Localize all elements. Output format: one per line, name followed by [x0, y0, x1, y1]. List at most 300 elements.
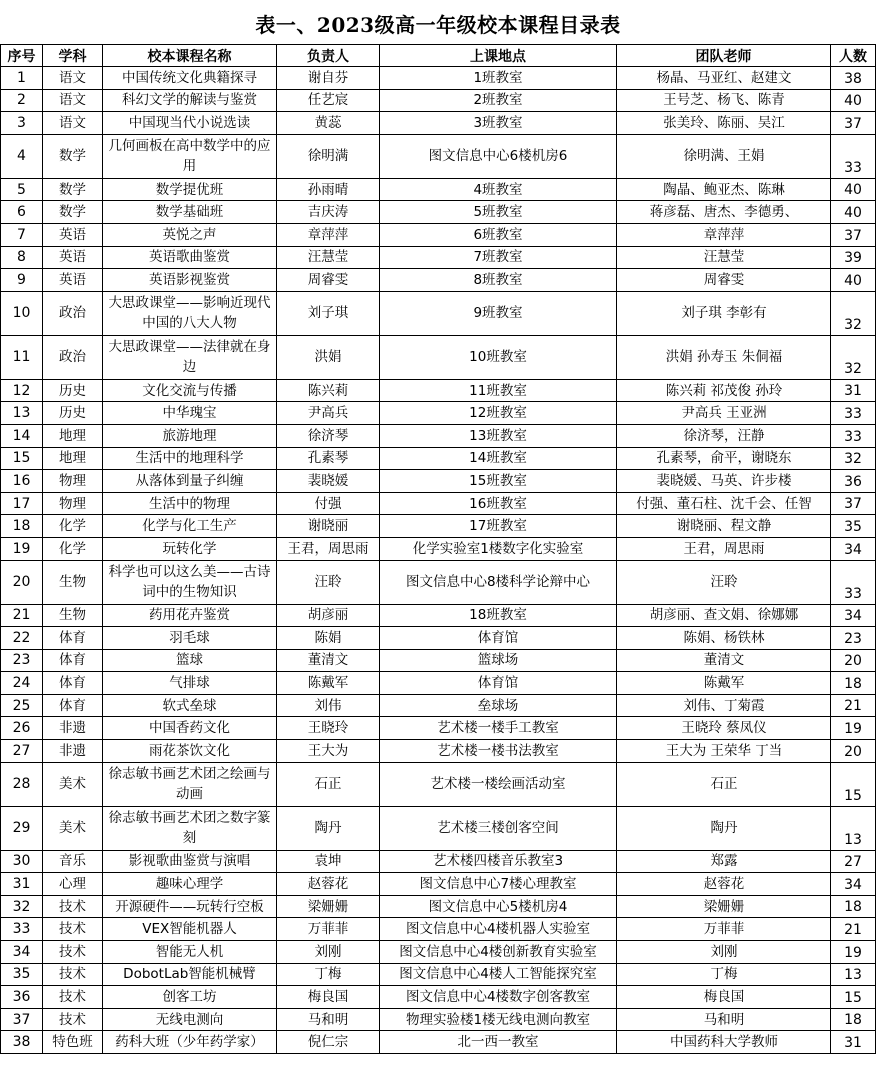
cell-index: 22 [1, 627, 43, 650]
cell-team: 洪娟 孙寿玉 朱侗福 [617, 335, 831, 379]
cell-team: 陈娟、杨铁林 [617, 627, 831, 650]
cell-index: 21 [1, 604, 43, 627]
cell-subject: 语文 [43, 112, 103, 135]
table-row [1, 447, 876, 470]
cell-index: 33 [1, 918, 43, 941]
cell-location: 艺术楼三楼创客空间 [380, 806, 617, 850]
header-row [1, 45, 876, 67]
cell-index: 26 [1, 717, 43, 740]
cell-location: 9班教室 [380, 291, 617, 335]
cell-location: 10班教室 [380, 335, 617, 379]
cell-count: 40 [831, 269, 876, 292]
cell-count: 15 [831, 762, 876, 806]
cell-lead: 赵蓉花 [277, 873, 380, 896]
cell-count: 33 [831, 424, 876, 447]
cell-subject: 数学 [43, 134, 103, 178]
cell-subject: 技术 [43, 918, 103, 941]
cell-index: 35 [1, 963, 43, 986]
cell-index: 23 [1, 649, 43, 672]
header-location: 上课地点 [380, 45, 617, 67]
cell-count: 32 [831, 335, 876, 379]
table-row [1, 717, 876, 740]
cell-lead: 倪仁宗 [277, 1031, 380, 1054]
cell-count: 33 [831, 402, 876, 425]
cell-count: 15 [831, 986, 876, 1009]
cell-course-name: 旅游地理 [103, 424, 277, 447]
header-count: 人数 [831, 45, 876, 67]
table-row [1, 762, 876, 806]
cell-index: 8 [1, 246, 43, 269]
cell-subject: 政治 [43, 291, 103, 335]
cell-count: 34 [831, 873, 876, 896]
cell-lead: 丁梅 [277, 963, 380, 986]
cell-subject: 化学 [43, 537, 103, 560]
cell-subject: 生物 [43, 604, 103, 627]
cell-location: 2班教室 [380, 89, 617, 112]
cell-course-name: 数学提优班 [103, 178, 277, 201]
cell-course-name: 生活中的地理科学 [103, 447, 277, 470]
cell-count: 33 [831, 134, 876, 178]
cell-lead: 石正 [277, 762, 380, 806]
cell-location: 15班教室 [380, 470, 617, 493]
cell-team: 梅良国 [617, 986, 831, 1009]
cell-index: 19 [1, 537, 43, 560]
table-row [1, 941, 876, 964]
cell-lead: 徐明满 [277, 134, 380, 178]
cell-course-name: 英语歌曲鉴赏 [103, 246, 277, 269]
cell-team: 陶丹 [617, 806, 831, 850]
cell-index: 18 [1, 515, 43, 538]
table-header [1, 45, 876, 67]
table-row [1, 246, 876, 269]
table-row [1, 424, 876, 447]
cell-team: 章萍萍 [617, 223, 831, 246]
cell-location: 篮球场 [380, 649, 617, 672]
cell-lead: 梁姗姗 [277, 895, 380, 918]
cell-count: 40 [831, 201, 876, 224]
cell-course-name: 中国香药文化 [103, 717, 277, 740]
cell-location: 17班教室 [380, 515, 617, 538]
cell-index: 14 [1, 424, 43, 447]
table-row [1, 986, 876, 1009]
cell-subject: 技术 [43, 1008, 103, 1031]
cell-lead: 任艺宸 [277, 89, 380, 112]
cell-subject: 历史 [43, 379, 103, 402]
cell-subject: 物理 [43, 492, 103, 515]
header-subject: 学科 [43, 45, 103, 67]
cell-lead: 万菲菲 [277, 918, 380, 941]
cell-course-name: 英悦之声 [103, 223, 277, 246]
table-row [1, 515, 876, 538]
cell-subject: 非遗 [43, 717, 103, 740]
cell-subject: 体育 [43, 627, 103, 650]
cell-location: 13班教室 [380, 424, 617, 447]
cell-location: 艺术楼一楼手工教室 [380, 717, 617, 740]
cell-index: 34 [1, 941, 43, 964]
cell-count: 13 [831, 806, 876, 850]
cell-index: 4 [1, 134, 43, 178]
cell-lead: 章萍萍 [277, 223, 380, 246]
cell-course-name: 数学基础班 [103, 201, 277, 224]
cell-location: 图文信息中心8楼科学论辩中心 [380, 560, 617, 604]
cell-count: 37 [831, 112, 876, 135]
cell-count: 19 [831, 941, 876, 964]
cell-index: 31 [1, 873, 43, 896]
cell-team: 蒋彦磊、唐杰、李德勇、 [617, 201, 831, 224]
cell-index: 37 [1, 1008, 43, 1031]
cell-count: 13 [831, 963, 876, 986]
cell-index: 9 [1, 269, 43, 292]
cell-lead: 袁坤 [277, 850, 380, 873]
cell-lead: 徐济琴 [277, 424, 380, 447]
cell-count: 31 [831, 1031, 876, 1054]
cell-team: 赵蓉花 [617, 873, 831, 896]
table-row [1, 694, 876, 717]
cell-team: 陈戴军 [617, 672, 831, 695]
cell-lead: 刘伟 [277, 694, 380, 717]
cell-count: 39 [831, 246, 876, 269]
table-row [1, 402, 876, 425]
cell-subject: 音乐 [43, 850, 103, 873]
cell-count: 31 [831, 379, 876, 402]
table-row [1, 1031, 876, 1054]
cell-location: 图文信息中心4楼创新教育实验室 [380, 941, 617, 964]
cell-count: 34 [831, 604, 876, 627]
cell-course-name: 趣味心理学 [103, 873, 277, 896]
cell-lead: 汪聆 [277, 560, 380, 604]
cell-count: 32 [831, 447, 876, 470]
cell-course-name: 软式垒球 [103, 694, 277, 717]
cell-location: 3班教室 [380, 112, 617, 135]
cell-team: 王大为 王荣华 丁当 [617, 740, 831, 763]
cell-count: 18 [831, 672, 876, 695]
table-row [1, 850, 876, 873]
cell-course-name: 大思政课堂——法律就在身边 [103, 335, 277, 379]
cell-location: 16班教室 [380, 492, 617, 515]
cell-team: 付强、董石柱、沈千会、任智 [617, 492, 831, 515]
cell-subject: 美术 [43, 762, 103, 806]
cell-subject: 地理 [43, 447, 103, 470]
cell-team: 王君，周思雨 [617, 537, 831, 560]
header-lead: 负责人 [277, 45, 380, 67]
cell-location: 艺术楼一楼绘画活动室 [380, 762, 617, 806]
cell-index: 36 [1, 986, 43, 1009]
cell-team: 梁姗姗 [617, 895, 831, 918]
cell-course-name: 大思政课堂——影响近现代中国的八大人物 [103, 291, 277, 335]
table-row [1, 895, 876, 918]
cell-course-name: 几何画板在高中数学中的应用 [103, 134, 277, 178]
course-catalog-table [0, 44, 876, 1054]
table-row [1, 379, 876, 402]
cell-subject: 生物 [43, 560, 103, 604]
cell-course-name: 药用花卉鉴赏 [103, 604, 277, 627]
cell-course-name: 雨花茶饮文化 [103, 740, 277, 763]
cell-subject: 数学 [43, 178, 103, 201]
table-row [1, 178, 876, 201]
cell-lead: 周睿雯 [277, 269, 380, 292]
cell-course-name: 生活中的物理 [103, 492, 277, 515]
cell-course-name: 化学与化工生产 [103, 515, 277, 538]
table-row [1, 134, 876, 178]
cell-course-name: 中国现当代小说选读 [103, 112, 277, 135]
cell-count: 35 [831, 515, 876, 538]
cell-lead: 王大为 [277, 740, 380, 763]
cell-course-name: 徐志敏书画艺术团之绘画与动画 [103, 762, 277, 806]
cell-count: 20 [831, 740, 876, 763]
cell-location: 11班教室 [380, 379, 617, 402]
cell-lead: 王晓玲 [277, 717, 380, 740]
cell-team: 汪慧莹 [617, 246, 831, 269]
cell-lead: 孔素琴 [277, 447, 380, 470]
cell-index: 11 [1, 335, 43, 379]
cell-course-name: 影视歌曲鉴赏与演唱 [103, 850, 277, 873]
cell-location: 6班教室 [380, 223, 617, 246]
cell-index: 10 [1, 291, 43, 335]
cell-team: 丁梅 [617, 963, 831, 986]
cell-index: 3 [1, 112, 43, 135]
cell-location: 体育馆 [380, 627, 617, 650]
table-row [1, 223, 876, 246]
cell-team: 刘子琪 李彰有 [617, 291, 831, 335]
table-row [1, 112, 876, 135]
cell-course-name: 药科大班（少年药学家） [103, 1031, 277, 1054]
cell-subject: 英语 [43, 269, 103, 292]
cell-count: 32 [831, 291, 876, 335]
cell-subject: 技术 [43, 963, 103, 986]
cell-lead: 谢自芬 [277, 67, 380, 90]
cell-subject: 心理 [43, 873, 103, 896]
table-body [1, 67, 876, 1054]
cell-location: 5班教室 [380, 201, 617, 224]
table-row [1, 67, 876, 90]
cell-team: 谢晓丽、程文静 [617, 515, 831, 538]
cell-index: 17 [1, 492, 43, 515]
cell-index: 25 [1, 694, 43, 717]
cell-count: 33 [831, 560, 876, 604]
cell-location: 图文信息中心7楼心理教室 [380, 873, 617, 896]
cell-team: 裴晓媛、马英、许步楼 [617, 470, 831, 493]
cell-count: 38 [831, 67, 876, 90]
cell-lead: 黄蕊 [277, 112, 380, 135]
cell-team: 郑露 [617, 850, 831, 873]
table-title: 表一、2023级高一年级校本课程目录表 [255, 13, 621, 37]
cell-team: 石正 [617, 762, 831, 806]
cell-course-name: DobotLab智能机械臂 [103, 963, 277, 986]
table-row [1, 201, 876, 224]
cell-subject: 非遗 [43, 740, 103, 763]
cell-course-name: 英语影视鉴赏 [103, 269, 277, 292]
cell-location: 化学实验室1楼数字化实验室 [380, 537, 617, 560]
cell-team: 徐济琴，汪静 [617, 424, 831, 447]
cell-course-name: 科学也可以这么美——古诗词中的生物知识 [103, 560, 277, 604]
cell-location: 图文信息中心4楼机器人实验室 [380, 918, 617, 941]
cell-team: 刘伟、丁菊霞 [617, 694, 831, 717]
cell-subject: 政治 [43, 335, 103, 379]
cell-location: 14班教室 [380, 447, 617, 470]
cell-team: 周睿雯 [617, 269, 831, 292]
cell-lead: 胡彦丽 [277, 604, 380, 627]
cell-count: 20 [831, 649, 876, 672]
cell-count: 19 [831, 717, 876, 740]
cell-course-name: 徐志敏书画艺术团之数字篆刻 [103, 806, 277, 850]
cell-team: 杨晶、马亚红、赵建文 [617, 67, 831, 90]
cell-lead: 洪娟 [277, 335, 380, 379]
cell-subject: 技术 [43, 986, 103, 1009]
cell-location: 物理实验楼1楼无线电测向教室 [380, 1008, 617, 1031]
cell-count: 34 [831, 537, 876, 560]
cell-team: 汪聆 [617, 560, 831, 604]
header-team: 团队老师 [617, 45, 831, 67]
table-row [1, 470, 876, 493]
cell-subject: 特色班 [43, 1031, 103, 1054]
table-row [1, 537, 876, 560]
cell-lead: 马和明 [277, 1008, 380, 1031]
cell-location: 18班教室 [380, 604, 617, 627]
table-row [1, 627, 876, 650]
cell-lead: 梅良国 [277, 986, 380, 1009]
cell-team: 陶晶、鲍亚杰、陈琳 [617, 178, 831, 201]
cell-team: 刘刚 [617, 941, 831, 964]
table-row [1, 649, 876, 672]
table-row [1, 963, 876, 986]
cell-team: 尹高兵 王亚洲 [617, 402, 831, 425]
cell-subject: 技术 [43, 895, 103, 918]
cell-team: 董清文 [617, 649, 831, 672]
cell-course-name: VEX智能机器人 [103, 918, 277, 941]
table-row [1, 269, 876, 292]
cell-subject: 地理 [43, 424, 103, 447]
cell-subject: 数学 [43, 201, 103, 224]
cell-count: 37 [831, 223, 876, 246]
cell-location: 北一西一教室 [380, 1031, 617, 1054]
table-row [1, 873, 876, 896]
cell-index: 7 [1, 223, 43, 246]
cell-location: 艺术楼一楼书法教室 [380, 740, 617, 763]
cell-count: 23 [831, 627, 876, 650]
cell-lead: 孙雨晴 [277, 178, 380, 201]
cell-count: 37 [831, 492, 876, 515]
cell-course-name: 科幻文学的解读与鉴赏 [103, 89, 277, 112]
cell-team: 万菲菲 [617, 918, 831, 941]
cell-team: 张美玲、陈丽、吴江 [617, 112, 831, 135]
cell-team: 王号芝、杨飞、陈青 [617, 89, 831, 112]
cell-lead: 刘子琪 [277, 291, 380, 335]
cell-location: 图文信息中心4楼数字创客教室 [380, 986, 617, 1009]
cell-index: 2 [1, 89, 43, 112]
cell-subject: 体育 [43, 672, 103, 695]
cell-subject: 技术 [43, 941, 103, 964]
cell-team: 孔素琴，俞平，谢晓东 [617, 447, 831, 470]
cell-course-name: 从落体到量子纠缠 [103, 470, 277, 493]
cell-count: 18 [831, 1008, 876, 1031]
cell-subject: 历史 [43, 402, 103, 425]
header-course-name: 校本课程名称 [103, 45, 277, 67]
cell-subject: 语文 [43, 89, 103, 112]
cell-course-name: 文化交流与传播 [103, 379, 277, 402]
cell-count: 27 [831, 850, 876, 873]
cell-lead: 王君，周思雨 [277, 537, 380, 560]
table-row [1, 335, 876, 379]
cell-subject: 英语 [43, 223, 103, 246]
cell-count: 40 [831, 89, 876, 112]
cell-course-name: 创客工坊 [103, 986, 277, 1009]
cell-index: 16 [1, 470, 43, 493]
cell-lead: 裴晓媛 [277, 470, 380, 493]
table-row [1, 918, 876, 941]
cell-index: 32 [1, 895, 43, 918]
cell-lead: 付强 [277, 492, 380, 515]
cell-lead: 陶丹 [277, 806, 380, 850]
cell-team: 马和明 [617, 1008, 831, 1031]
cell-location: 图文信息中心4楼人工智能探究室 [380, 963, 617, 986]
cell-location: 艺术楼四楼音乐教室3 [380, 850, 617, 873]
cell-course-name: 中国传统文化典籍探寻 [103, 67, 277, 90]
cell-location: 图文信息中心6楼机房6 [380, 134, 617, 178]
cell-index: 12 [1, 379, 43, 402]
cell-team: 胡彦丽、查文娟、徐娜娜 [617, 604, 831, 627]
table-row [1, 604, 876, 627]
cell-index: 15 [1, 447, 43, 470]
cell-subject: 化学 [43, 515, 103, 538]
cell-location: 图文信息中心5楼机房4 [380, 895, 617, 918]
cell-subject: 物理 [43, 470, 103, 493]
cell-subject: 英语 [43, 246, 103, 269]
cell-course-name: 智能无人机 [103, 941, 277, 964]
cell-location: 垒球场 [380, 694, 617, 717]
cell-lead: 汪慧莹 [277, 246, 380, 269]
cell-lead: 陈娟 [277, 627, 380, 650]
cell-team: 徐明满、王娟 [617, 134, 831, 178]
cell-lead: 刘刚 [277, 941, 380, 964]
cell-index: 28 [1, 762, 43, 806]
cell-subject: 语文 [43, 67, 103, 90]
cell-lead: 尹高兵 [277, 402, 380, 425]
cell-course-name: 无线电测向 [103, 1008, 277, 1031]
table-row [1, 672, 876, 695]
table-row [1, 740, 876, 763]
cell-location: 1班教室 [380, 67, 617, 90]
cell-index: 20 [1, 560, 43, 604]
cell-location: 8班教室 [380, 269, 617, 292]
cell-team: 陈兴莉 祁茂俊 孙玲 [617, 379, 831, 402]
table-row [1, 806, 876, 850]
cell-index: 5 [1, 178, 43, 201]
cell-index: 6 [1, 201, 43, 224]
cell-course-name: 开源硬件——玩转行空板 [103, 895, 277, 918]
cell-count: 18 [831, 895, 876, 918]
cell-location: 12班教室 [380, 402, 617, 425]
cell-location: 7班教室 [380, 246, 617, 269]
table-row [1, 492, 876, 515]
cell-lead: 陈戴军 [277, 672, 380, 695]
cell-subject: 美术 [43, 806, 103, 850]
cell-count: 21 [831, 918, 876, 941]
cell-index: 1 [1, 67, 43, 90]
cell-index: 30 [1, 850, 43, 873]
table-row [1, 1008, 876, 1031]
cell-index: 29 [1, 806, 43, 850]
cell-course-name: 羽毛球 [103, 627, 277, 650]
cell-index: 38 [1, 1031, 43, 1054]
cell-course-name: 篮球 [103, 649, 277, 672]
cell-subject: 体育 [43, 694, 103, 717]
cell-count: 40 [831, 178, 876, 201]
cell-location: 4班教室 [380, 178, 617, 201]
cell-course-name: 玩转化学 [103, 537, 277, 560]
cell-subject: 体育 [43, 649, 103, 672]
table-row [1, 291, 876, 335]
cell-location: 体育馆 [380, 672, 617, 695]
